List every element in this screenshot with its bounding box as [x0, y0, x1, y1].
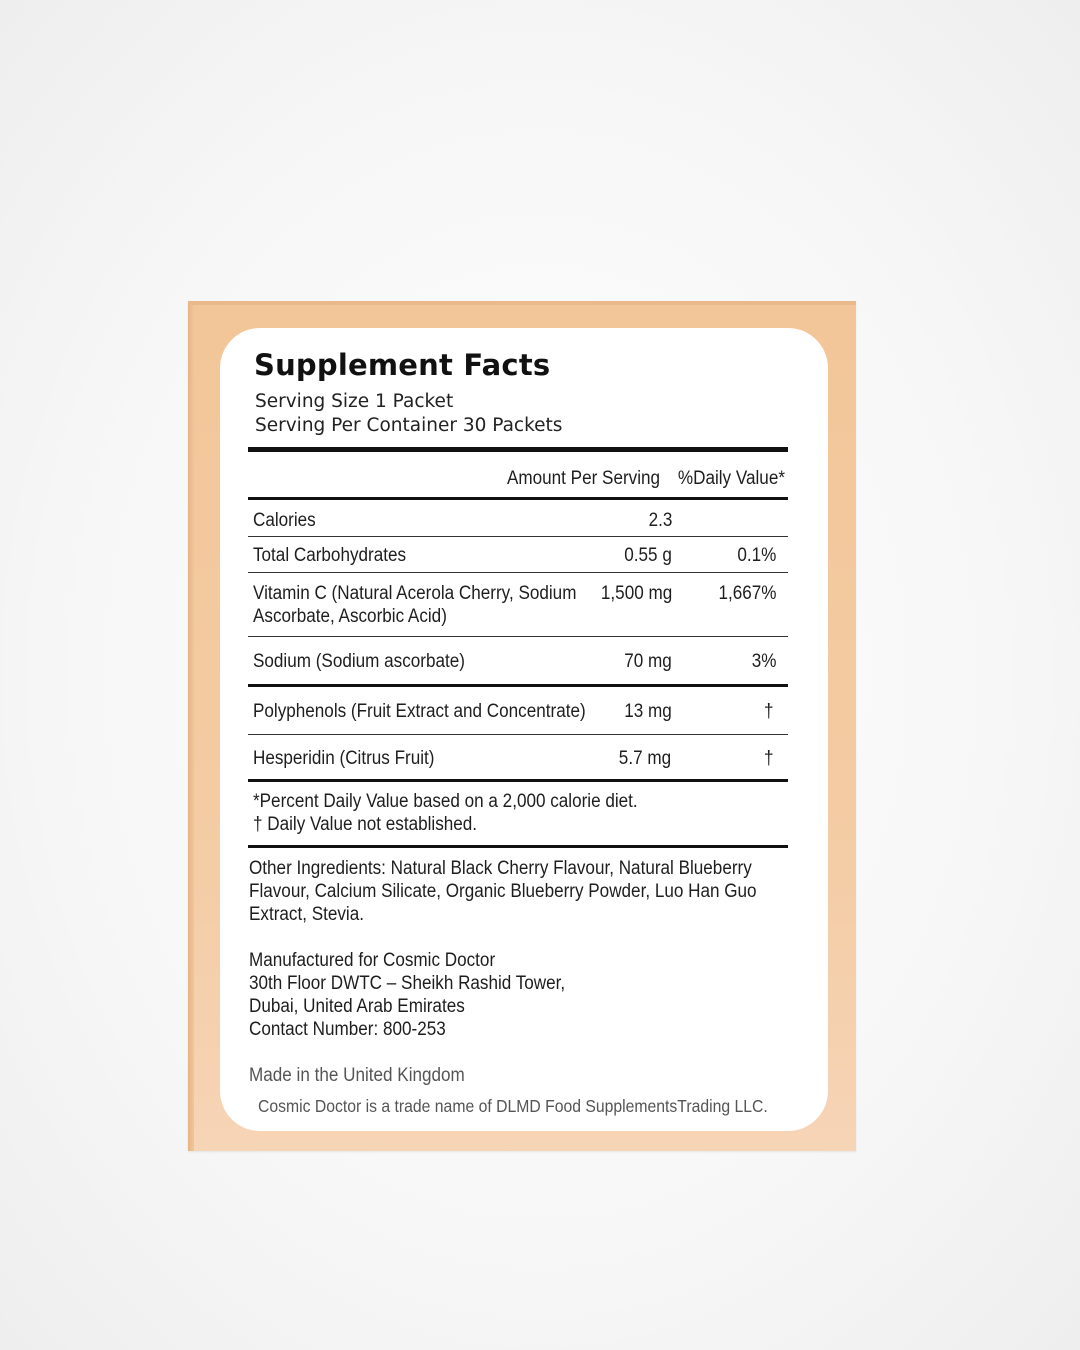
ingredients-line-2: Flavour, Calcium Silicate, Organic Blueberry Powder, Luo Han Guo [249, 881, 757, 902]
row-sodium-name: Sodium (Sodium ascorbate) [253, 651, 465, 672]
row-hesperidin-name: Hesperidin (Citrus Fruit) [253, 748, 435, 769]
row-calories-amount: 2.3 [648, 510, 672, 531]
serving-size: Serving Size 1 Packet [255, 391, 454, 412]
servings-per-container: Serving Per Container 30 Packets [255, 415, 563, 436]
ingredients-line-1: Other Ingredients: Natural Black Cherry Flavour, Natural Blueberry [249, 858, 752, 879]
row-divider [248, 572, 788, 573]
footnote-not-established: † Daily Value not established. [253, 814, 478, 835]
row-divider [248, 734, 788, 735]
row-divider [248, 636, 788, 637]
country-of-origin: Made in the United Kingdom [249, 1065, 465, 1086]
row-divider [248, 536, 788, 537]
top-thick-rule [248, 447, 788, 452]
row-carbs-name: Total Carbohydrates [253, 545, 407, 566]
row-polyphenols-amount: 13 mg [624, 701, 672, 722]
row-carbs-amount: 0.55 g [624, 545, 672, 566]
row-hesperidin-amount: 5.7 mg [618, 748, 671, 769]
panel-title: Supplement Facts [254, 348, 551, 382]
manufacturer-line-2: 30th Floor DWTC – Sheikh Rashid Tower, [249, 973, 566, 994]
supplement-facts-label [220, 328, 828, 1131]
footnote-daily-value: *Percent Daily Value based on a 2,000 calorie diet. [253, 791, 638, 812]
row-hesperidin-dv: † [764, 748, 774, 769]
row-polyphenols-name: Polyphenols (Fruit Extract and Concentrate) [253, 701, 586, 722]
header-amount: Amount Per Serving [506, 468, 660, 489]
row-polyphenols-dv: † [764, 701, 774, 722]
section-rule [248, 684, 788, 687]
row-calories-name: Calories [253, 510, 316, 531]
trade-name-notice: Cosmic Doctor is a trade name of DLMD Food SupplementsTrading LLC. [258, 1096, 768, 1116]
box-side-edge [188, 301, 194, 1151]
row-vitamin-c-name-line2: Ascorbate, Ascorbic Acid) [253, 606, 447, 627]
manufacturer-line-1: Manufactured for Cosmic Doctor [249, 950, 496, 971]
box-top-edge [188, 301, 856, 305]
row-sodium-dv: 3% [751, 651, 776, 672]
row-vitamin-c-amount: 1,500 mg [600, 583, 672, 604]
bottom-rule [248, 845, 788, 848]
row-vitamin-c-dv: 1,667% [717, 583, 776, 604]
row-carbs-dv: 0.1% [737, 545, 776, 566]
manufacturer-line-3: Dubai, United Arab Emirates [249, 996, 465, 1017]
header-rule [248, 497, 788, 500]
section-rule [248, 779, 788, 782]
contact-number: Contact Number: 800-253 [249, 1019, 446, 1040]
row-sodium-amount: 70 mg [624, 651, 672, 672]
header-daily-value: %Daily Value* [677, 468, 785, 489]
ingredients-line-3: Extract, Stevia. [249, 904, 365, 925]
row-vitamin-c-name-line1: Vitamin C (Natural Acerola Cherry, Sodium [253, 583, 577, 604]
